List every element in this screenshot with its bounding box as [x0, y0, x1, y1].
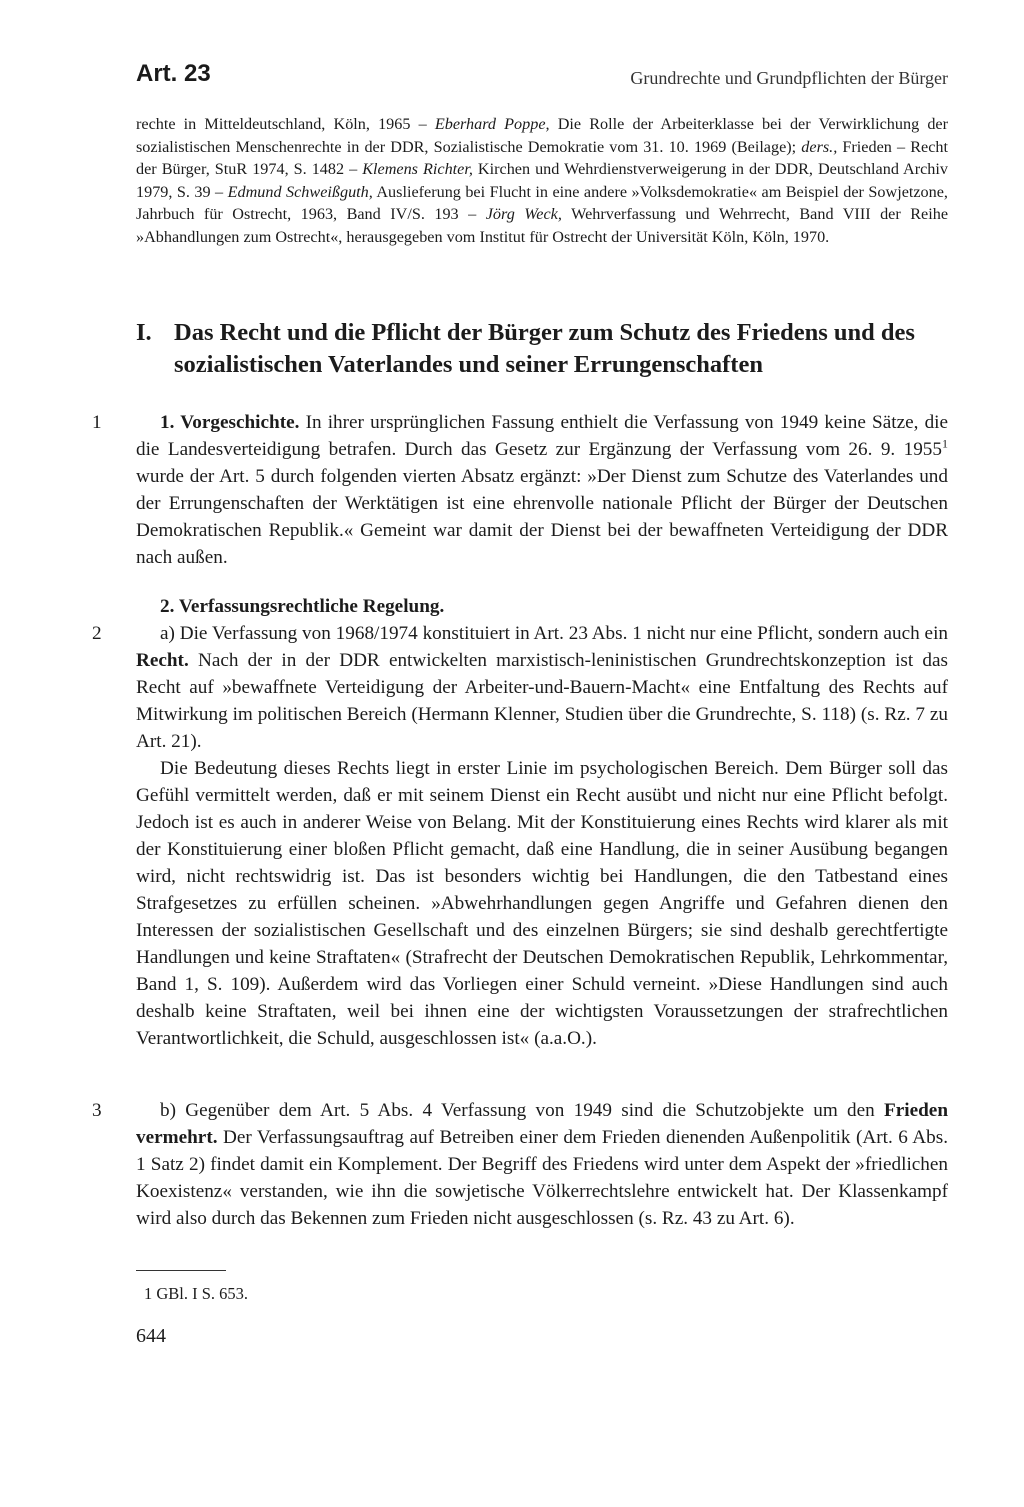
bold-term: Frieden vermehrt.	[136, 1100, 948, 1148]
literature-text: Wehrverfassung und Wehrrecht, Band VIII der Reihe »Abhandlungen zum Ostrecht«, herausgegeben vom Institut für Ostrecht der Universität Köln, Köln, 1970.	[136, 205, 949, 246]
literature-text: rechte in Mitteldeutschland, Köln, 1965 –	[136, 115, 435, 133]
paragraph-frieden	[136, 1097, 948, 1232]
literature-text: Frieden – Recht der Bürger, StuR 1974, S. 1482 –	[136, 137, 948, 179]
bold-term: Recht.	[136, 650, 189, 671]
literature-text: Die Rolle der Arbeiterklasse bei der Verwirklichung der sozialistischen Menschenrechte in der DDR, Sozialistische Demokratie vom 31. 10. 1969 (Beilage);	[136, 115, 949, 156]
author-name: Klemens Richter,	[362, 160, 473, 179]
literature-text: Auslieferung bei Flucht in eine andere »Volksdemokratie« am Beispiel der Sowjetzone, Jahrbuch für Ostrecht, 1963, Band IV/S. 193 –	[136, 182, 948, 224]
paragraph-regelung	[136, 620, 948, 1052]
section-number: I.	[136, 319, 152, 346]
literature-list	[136, 113, 948, 249]
page-header	[136, 60, 948, 100]
margin-number: 1	[92, 412, 102, 433]
author-name: ders.,	[801, 137, 838, 156]
section-title: Das Recht und die Pflicht der Bürger zum Schutz des Friedens und des sozialistischen Vaterlandes und seiner Errungenschaften	[174, 319, 915, 378]
paragraph-text: In ihrer ursprünglichen Fassung enthielt die Verfassung von 1949 keine Sätze, die die Landesverteidigung betrafen. Durch das Gesetz zur Ergänzung der Verfassung vom 26. 9. 1955	[136, 412, 949, 460]
paragraph-text: wurde der Art. 5 durch folgenden vierten Absatz ergänzt: »Der Dienst zum Schutze des Vaterlandes und der Errungenschaften der Werktätigen ist eine ehrenvolle nationale Pflicht der Bürger der Deutschen Demokratischen Republik.« Gemeint war damit der Dienst bei der bewaffneten Verteidigung der DDR nach außen.	[136, 466, 948, 568]
margin-number: 2	[92, 623, 102, 644]
paragraph-heading: 1. Vorgeschichte.	[160, 412, 300, 433]
author-name: Jörg Weck,	[485, 205, 562, 224]
paragraph-text: Die Bedeutung dieses Rechts liegt in erster Linie im psychologischen Bereich. Dem Bürger soll das Gefühl vermittelt werden, daß er mit seinem Dienst ein Recht ausübt und nicht nur eine Pflicht befolgt. Jedoch ist es auch in anderer Weise von Belang. Mit der Konstituierung eines Rechts wird klarer als mit der Konstituierung einer bloßen Pflicht gemacht, daß eine Handlung, die in seiner Ausübung begangen wird, nicht rechtswidrig ist. Das ist besonders wichtig bei Handlungen, die den Tatbestand eines Strafgesetzes zu erfüllen scheinen. »Abwehrhandlungen gegen Angriffe und Gefahren dienen den Interessen der sozialistischen Gesellschaft und des einzelnen Bürgers; sie sind deshalb gerechtfertigte Handlungen und keine Straftaten« (Strafrecht der Deutschen Demokratischen Republik, Lehrkommentar, Band 1, S. 109). Außerdem wird das Vorliegen einer Schuld verneint. »Diese Handlungen sind auch deshalb keine Straftaten, weil bei ihnen eine der wichtigsten Voraussetzungen der strafrechtlichen Verantwortlichkeit, die Schuld, ausgeschlossen ist« (a.a.O.).	[136, 758, 948, 1049]
page-number: 644	[136, 1325, 166, 1347]
running-title: Grundrechte und Grundpflichten der Bürger	[630, 68, 948, 88]
paragraph-text: Nach der in der DDR entwickelten marxistisch-leninistischen Grundrechtskonzeption ist das Recht auf »bewaffnete Verteidigung der Arbeiter-und-Bauern-Macht« eine Entfaltung des Rechts auf Mitwirkung im politischen Bereich (Hermann Klenner, Studien über die Grundrechte, S. 118) (s. Rz. 7 zu Art. 21).	[136, 650, 948, 752]
margin-number: 3	[92, 1100, 102, 1121]
literature-text: Kirchen und Wehrdienstverweigerung in der DDR, Deutschland Archiv 1979, S. 39 –	[136, 160, 948, 201]
footnote-reference[interactable]: 1	[942, 436, 948, 451]
paragraph-text: Der Verfassungsauftrag auf Betreiben einer dem Frieden dienenden Außenpolitik (Art. 6 Abs. 1 Satz 2) findet damit ein Komplement. Der Begriff des Friedens wird unter dem Aspekt der »friedlichen Koexistenz« verstanden, wie ihn die sowjetische Völkerrechtslehre entwickelt hat. Der Klassenkampf wird also durch das Bekennen zum Frieden nicht ausgeschlossen (s. Rz. 43 zu Art. 6).	[136, 1127, 948, 1229]
subheading-block	[136, 593, 948, 620]
author-name: Eberhard Poppe,	[434, 115, 550, 133]
section-heading	[136, 317, 948, 381]
footnote: 1 GBl. I S. 653.	[144, 1284, 249, 1303]
paragraph-text: b) Gegenüber dem Art. 5 Abs. 4 Verfassung von 1949 sind die Schutzobjekte um den	[160, 1100, 885, 1121]
footnote-divider	[136, 1270, 226, 1271]
article-label: Art. 23	[136, 60, 211, 87]
paragraph-text: a) Die Verfassung von 1968/1974 konstituiert in Art. 23 Abs. 1 nicht nur eine Pflicht, sondern auch ein	[160, 623, 948, 644]
paragraph-vorgeschichte	[136, 409, 948, 571]
paragraph-heading: 2. Verfassungsrechtliche Regelung.	[160, 596, 445, 617]
author-name: Edmund Schweißguth,	[227, 182, 373, 201]
